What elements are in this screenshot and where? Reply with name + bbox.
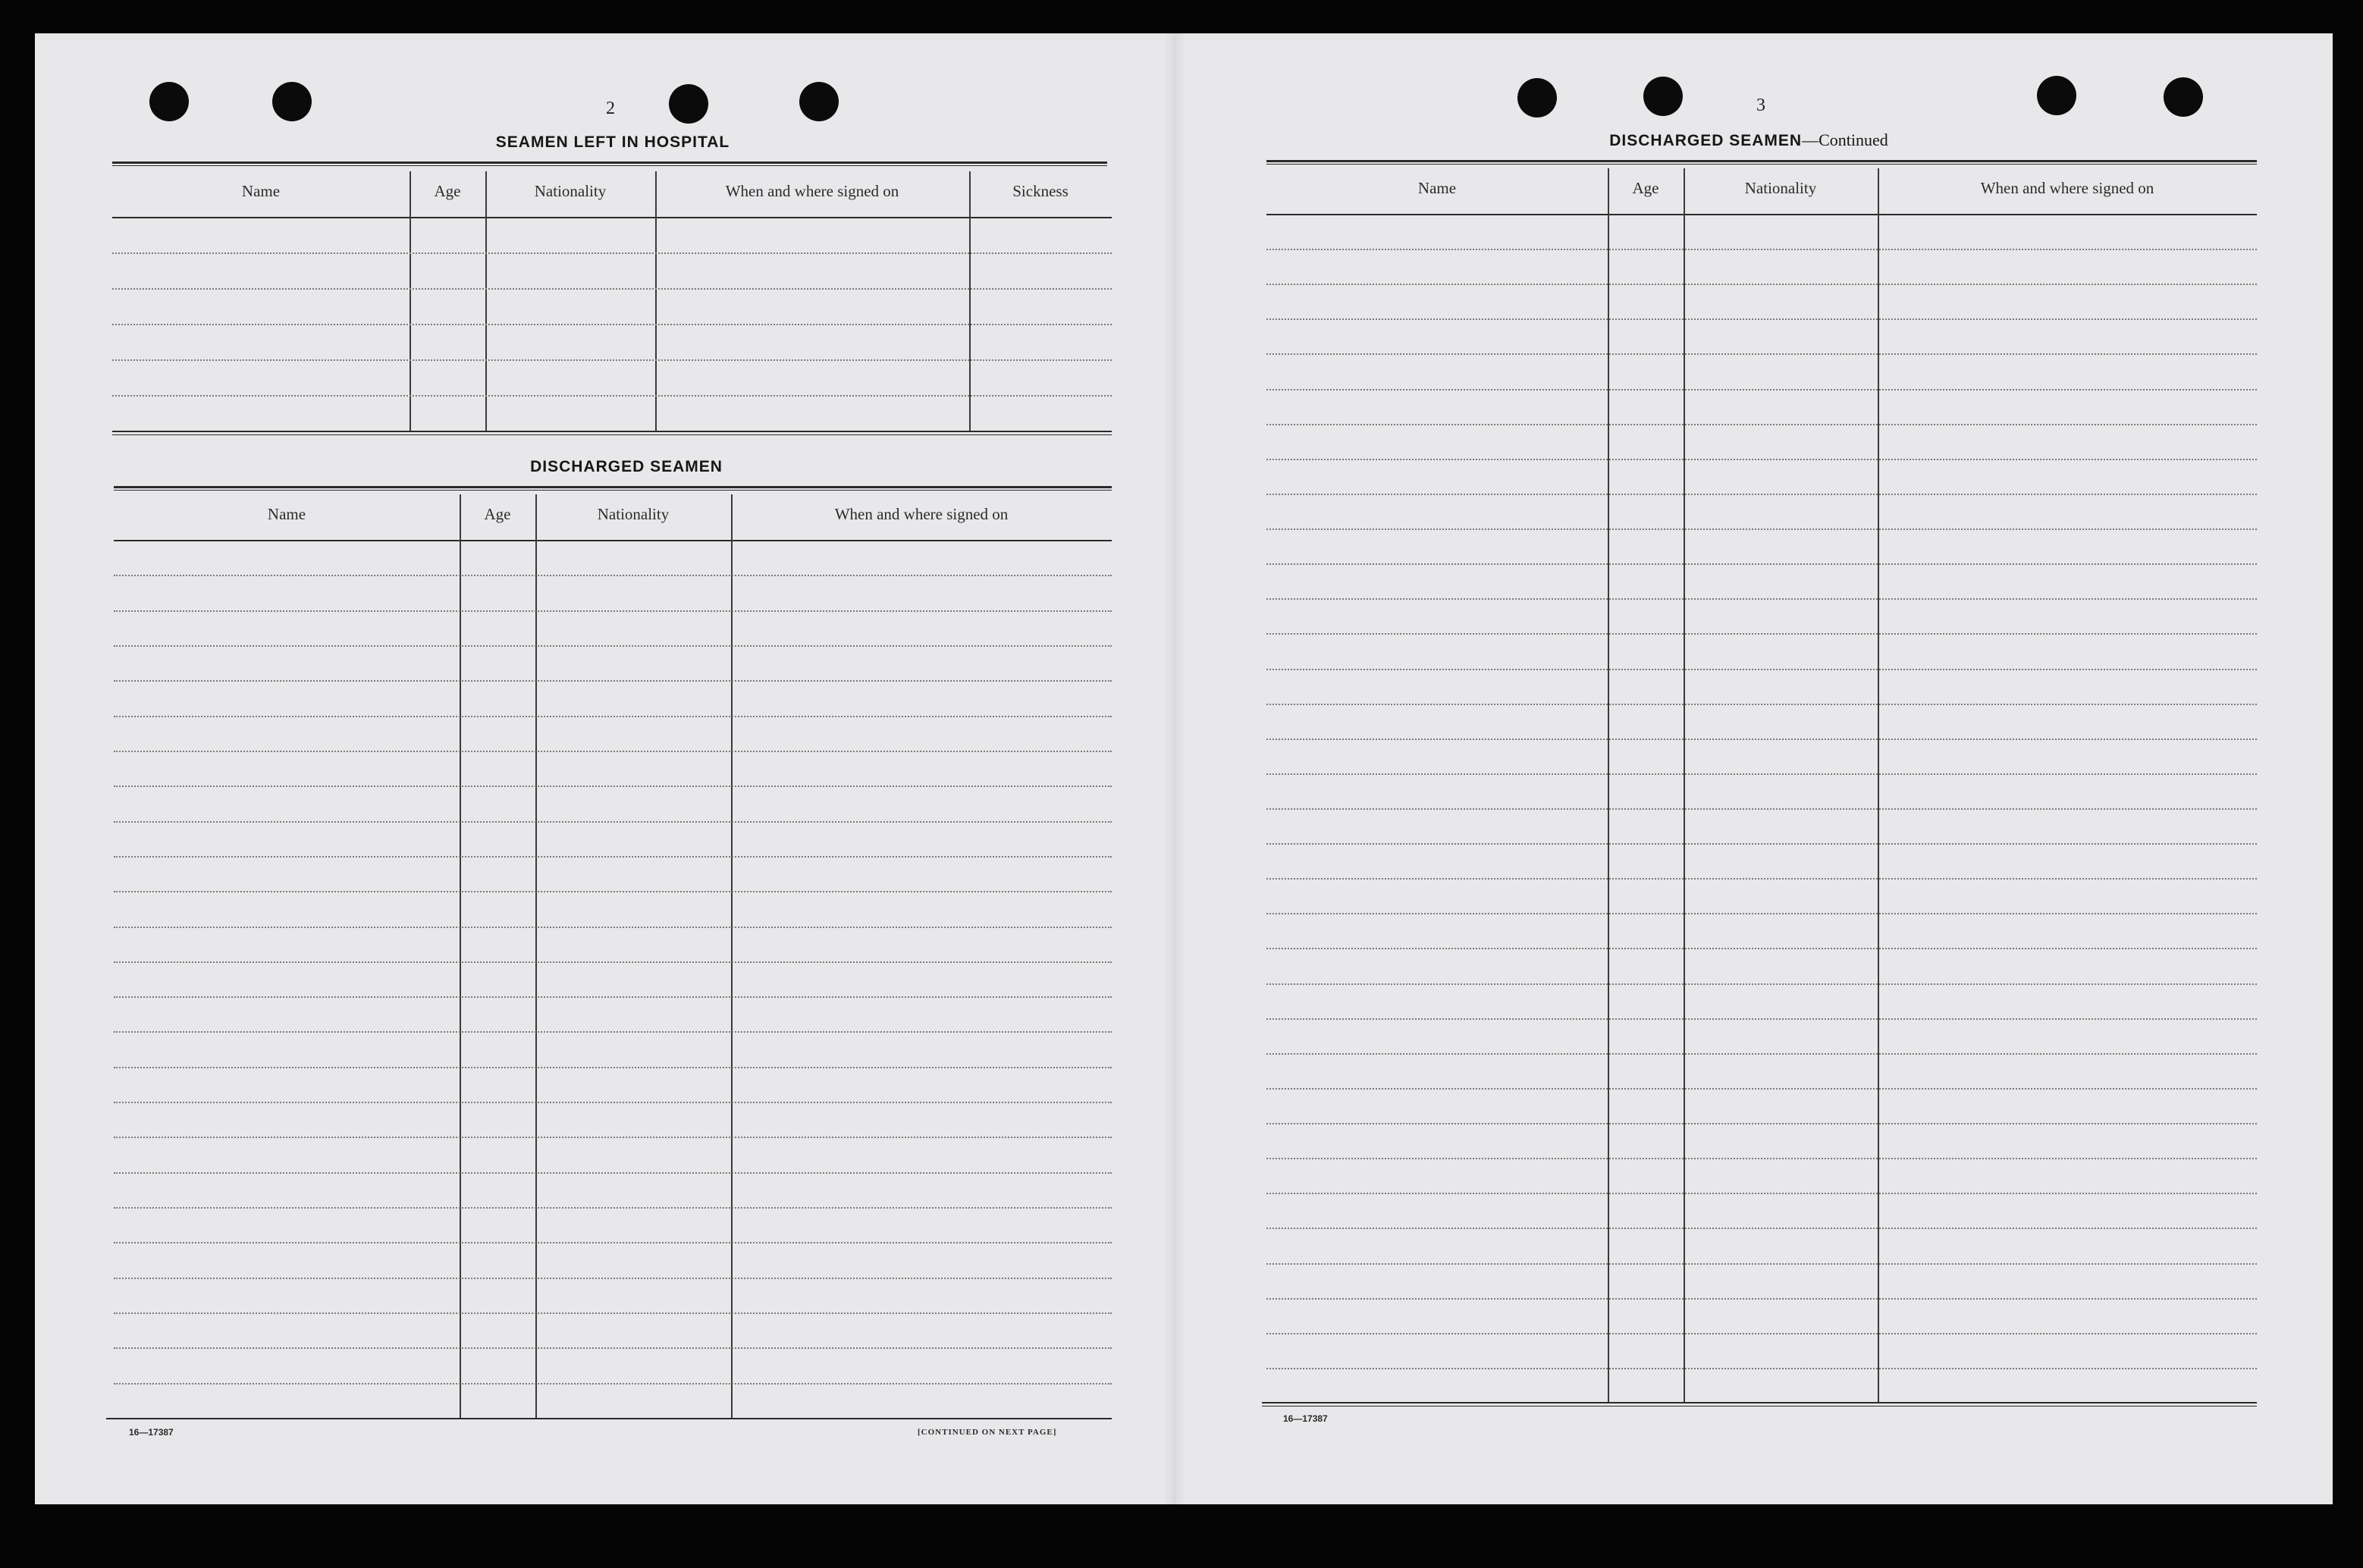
col-header-signed-on: When and where signed on: [725, 182, 899, 200]
table-row: [1266, 913, 2257, 914]
table-row: [114, 927, 1112, 928]
table-row: [114, 821, 1112, 823]
table-row: [1266, 739, 2257, 740]
punch-hole: [272, 82, 312, 121]
discharged-bottom-rule: [106, 1418, 1112, 1419]
table-row: [114, 961, 1112, 963]
col-header-signed-on: When and where signed on: [1980, 179, 2154, 197]
discharged-section-title: DISCHARGED SEAMEN: [530, 458, 723, 475]
table-row: [1266, 1298, 2257, 1300]
table-row: [1266, 1088, 2257, 1090]
table-row: [112, 288, 1112, 290]
discharged-table: [114, 494, 1112, 1418]
form-number-right: 16—17387: [1283, 1413, 1328, 1424]
table-row: [1266, 563, 2257, 565]
col-header-age: Age: [484, 505, 511, 523]
table-row: [1266, 878, 2257, 880]
center-fold: [1163, 33, 1186, 1504]
discharged-continued-title: [1609, 130, 1888, 150]
col-header-nationality: Nationality: [534, 182, 607, 200]
continued-bottom-rule: [1262, 1402, 2257, 1403]
table-row: [1266, 1333, 2257, 1334]
table-row: [1266, 948, 2257, 949]
column-divider: [731, 494, 733, 1418]
table-row: [114, 1312, 1112, 1314]
discharged-continued-table: [1266, 168, 2257, 1403]
table-row: [1266, 704, 2257, 705]
col-header-nationality: Nationality: [597, 505, 670, 523]
col-header-name: Name: [241, 182, 281, 200]
column-divider: [460, 494, 461, 1418]
table-row: [1266, 983, 2257, 985]
table-row: [1266, 284, 2257, 285]
table-row: [1266, 669, 2257, 670]
table-row: [114, 996, 1112, 998]
punch-hole: [149, 82, 189, 121]
table-row: [114, 891, 1112, 892]
table-row: [114, 1137, 1112, 1138]
table-row: [1266, 1018, 2257, 1020]
table-row: [1266, 1228, 2257, 1229]
punch-hole: [669, 84, 708, 124]
table-row: [1266, 1053, 2257, 1055]
table-row: [1266, 1193, 2257, 1194]
column-divider: [535, 494, 537, 1418]
table-row: [114, 1383, 1112, 1385]
col-header-signed-on: When and where signed on: [834, 505, 1009, 523]
table-row: [1266, 249, 2257, 250]
continued-note: [CONTINUED ON NEXT PAGE]: [918, 1428, 1057, 1437]
table-row: [112, 395, 1112, 397]
column-divider: [969, 171, 971, 431]
hospital-table: [112, 171, 1112, 431]
table-row: [114, 1242, 1112, 1243]
hospital-section-title: SEAMEN LEFT IN HOSPITAL: [495, 133, 730, 151]
table-row: [114, 645, 1112, 647]
table-row: [1266, 389, 2257, 390]
column-divider: [485, 171, 487, 431]
table-row: [1266, 808, 2257, 810]
punch-hole: [2164, 77, 2203, 117]
punch-hole: [799, 82, 839, 121]
column-divider: [655, 171, 657, 431]
table-row: [1266, 1368, 2257, 1369]
table-row: [1266, 773, 2257, 775]
table-row: [1266, 1123, 2257, 1124]
table-row: [1266, 318, 2257, 320]
table-row: [114, 786, 1112, 787]
continued-top-rule: [1266, 160, 2257, 165]
col-header-age: Age: [434, 182, 461, 200]
table-row: [1266, 424, 2257, 425]
col-header-age: Age: [1632, 179, 1659, 197]
table-row: [1266, 1263, 2257, 1265]
column-divider: [410, 171, 411, 431]
table-row: [114, 1031, 1112, 1033]
hospital-bottom-rule: [112, 434, 1112, 435]
continued-suffix: —Continued: [1802, 130, 1888, 149]
table-row: [1266, 843, 2257, 845]
col-header-sickness: Sickness: [1012, 182, 1069, 200]
table-row: [114, 751, 1112, 752]
table-row: [112, 252, 1112, 254]
table-row: [112, 324, 1112, 325]
table-row: [1266, 494, 2257, 495]
table-row: [1266, 598, 2257, 600]
hospital-bottom-rule: [112, 431, 1112, 432]
table-row: [114, 856, 1112, 858]
discharged-top-rule: [114, 486, 1112, 491]
table-row: [1266, 353, 2257, 355]
table-row: [114, 1347, 1112, 1349]
punch-hole: [1643, 77, 1683, 116]
col-header-nationality: Nationality: [1744, 179, 1817, 197]
table-row: [114, 1172, 1112, 1174]
discharged-continued-title-main: DISCHARGED SEAMEN: [1609, 132, 1803, 149]
punch-hole: [1517, 78, 1557, 118]
col-header-name: Name: [1417, 179, 1457, 197]
table-row: [114, 610, 1112, 612]
table-row: [114, 1102, 1112, 1103]
page-number-right: 3: [1756, 96, 1765, 115]
table-row: [114, 680, 1112, 682]
table-row: [1266, 459, 2257, 460]
table-row: [1266, 528, 2257, 530]
table-row: [114, 1067, 1112, 1068]
table-row: [112, 359, 1112, 361]
page-number-left: 2: [606, 99, 615, 118]
punch-hole: [2037, 76, 2076, 115]
table-row: [1266, 1158, 2257, 1159]
col-header-name: Name: [267, 505, 306, 523]
table-row: [114, 1278, 1112, 1279]
table-row: [1266, 633, 2257, 635]
table-row: [114, 716, 1112, 717]
table-row: [114, 575, 1112, 576]
form-number-left: 16—17387: [129, 1427, 174, 1438]
table-row: [114, 1207, 1112, 1209]
hospital-top-rule: [112, 162, 1107, 166]
